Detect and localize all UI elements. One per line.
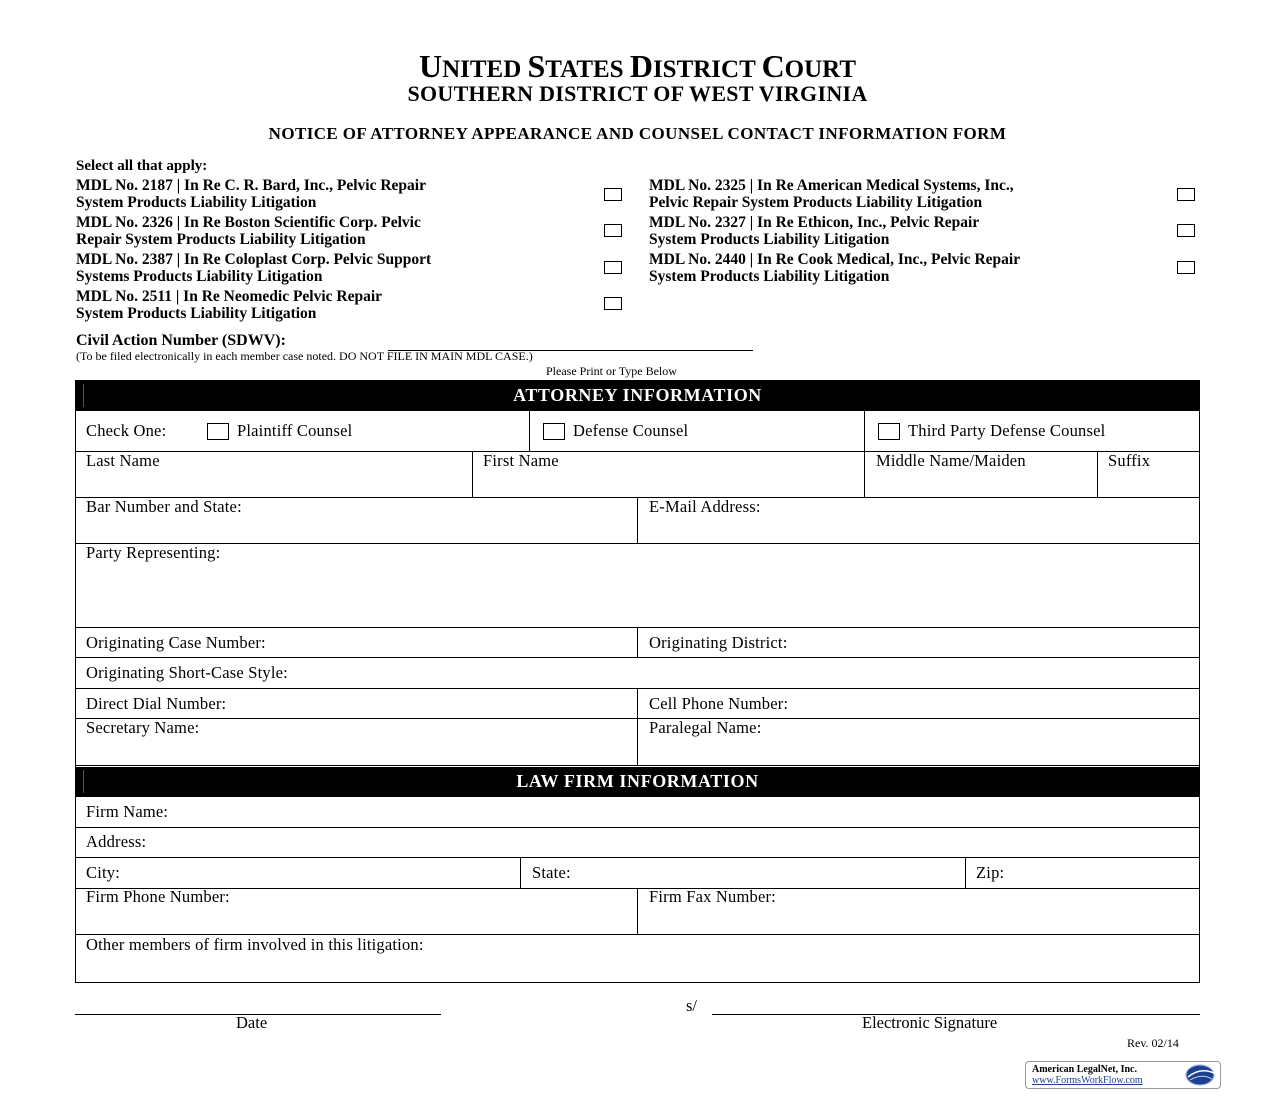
court-title-cap-u: U xyxy=(418,48,443,84)
direct-dial-field[interactable]: Direct Dial Number: xyxy=(86,694,227,713)
rule xyxy=(472,451,473,497)
mdl-2327-checkbox[interactable] xyxy=(1177,224,1195,237)
form-title: NOTICE OF ATTORNEY APPEARANCE AND COUNSEL CONTACT INFORMATION FORM xyxy=(268,124,1007,143)
plaintiff-counsel-label: Plaintiff Counsel xyxy=(237,421,353,440)
mdl-2327-label xyxy=(649,215,979,248)
firm-phone-field[interactable]: Firm Phone Number: xyxy=(86,887,230,906)
mdl-2326-line2: Repair System Products Liability Litigation xyxy=(76,230,366,248)
date-label: Date xyxy=(236,1013,268,1032)
rule xyxy=(965,857,966,888)
court-title-cap-c: C xyxy=(761,48,785,84)
third-party-counsel-checkbox[interactable] xyxy=(878,423,900,440)
party-representing-field[interactable]: Party Representing: xyxy=(86,543,221,562)
court-title-part-3: ISTRICT xyxy=(652,56,762,83)
mdl-2511-label xyxy=(76,289,382,322)
defense-counsel-checkbox[interactable] xyxy=(543,423,565,440)
attorney-section-header xyxy=(75,381,1200,410)
rule xyxy=(75,657,1200,658)
defense-counsel-label: Defense Counsel xyxy=(573,421,689,440)
suffix-field[interactable]: Suffix xyxy=(1108,451,1151,470)
rule xyxy=(864,451,865,497)
mdl-2327-line2: System Products Liability Litigation xyxy=(649,230,890,248)
court-title-cap-d: D xyxy=(629,48,653,84)
globe-icon xyxy=(1182,1063,1218,1087)
bar-number-field[interactable]: Bar Number and State: xyxy=(86,497,242,516)
mdl-2511-checkbox[interactable] xyxy=(604,297,622,310)
city-field[interactable]: City: xyxy=(86,863,121,882)
mdl-2326-checkbox[interactable] xyxy=(604,224,622,237)
check-one-label: Check One: xyxy=(86,421,167,440)
rule xyxy=(520,857,521,888)
originating-short-case-style-field[interactable]: Originating Short-Case Style: xyxy=(86,663,288,682)
mdl-2440-label xyxy=(649,252,1020,285)
paralegal-name-field[interactable]: Paralegal Name: xyxy=(649,718,762,737)
law-firm-section-header xyxy=(75,767,1200,796)
mdl-2387-checkbox[interactable] xyxy=(604,261,622,274)
court-title-cap-s: S xyxy=(527,48,546,84)
select-all-label: Select all that apply: xyxy=(76,158,208,174)
law-firm-section-title: LAW FIRM INFORMATION xyxy=(516,771,759,791)
state-field[interactable]: State: xyxy=(532,863,571,882)
court-title-part-1: NITED xyxy=(442,56,528,83)
rule xyxy=(637,627,638,657)
mdl-2387-line1: MDL No. 2387 | In Re Coloplast Corp. Pelvic Support xyxy=(76,251,432,268)
last-name-field[interactable]: Last Name xyxy=(86,451,160,470)
mdl-2440-line1: MDL No. 2440 | In Re Cook Medical, Inc., Pelvic Repair xyxy=(649,251,1021,268)
electronic-signature-label: Electronic Signature xyxy=(862,1013,998,1032)
rule xyxy=(75,857,1200,858)
mdl-2440-line2: System Products Liability Litigation xyxy=(649,267,890,285)
mdl-2325-label xyxy=(649,178,1014,211)
rule xyxy=(75,796,1200,797)
mdl-2511-line1: MDL No. 2511 | In Re Neomedic Pelvic Repair xyxy=(76,288,383,305)
rule xyxy=(75,410,1200,411)
mdl-2440-checkbox[interactable] xyxy=(1177,261,1195,274)
mdl-2187-checkbox[interactable] xyxy=(604,188,622,201)
rule xyxy=(75,451,1200,452)
mdl-2187-line1: MDL No. 2187 | In Re C. R. Bard, Inc., Pelvic Repair xyxy=(76,177,426,194)
rule xyxy=(637,688,638,765)
rule xyxy=(75,827,1200,828)
civil-action-label: Civil Action Number (SDWV): xyxy=(76,332,286,349)
zip-field[interactable]: Zip: xyxy=(976,863,1005,882)
rule xyxy=(637,497,638,543)
originating-case-number-field[interactable]: Originating Case Number: xyxy=(86,633,266,652)
email-field[interactable]: E-Mail Address: xyxy=(649,497,761,516)
firm-address-field[interactable]: Address: xyxy=(86,832,147,851)
court-title-part-2: TATES xyxy=(545,56,630,83)
mdl-2326-label xyxy=(76,215,421,248)
plaintiff-counsel-checkbox[interactable] xyxy=(207,423,229,440)
logo-url-link[interactable]: www.FormsWorkFlow.com xyxy=(1032,1075,1143,1086)
district-title: SOUTHERN DISTRICT OF WEST VIRGINIA xyxy=(407,81,868,106)
other-members-field[interactable]: Other members of firm involved in this litigation: xyxy=(86,935,424,954)
mdl-2327-line1: MDL No. 2327 | In Re Ethicon, Inc., Pelvic Repair xyxy=(649,214,980,231)
rule xyxy=(637,888,638,934)
rule xyxy=(529,410,530,451)
civil-action-note: (To be filed electronically in each member case noted. DO NOT FILE IN MAIN MDL CASE.) xyxy=(76,349,533,363)
cell-phone-field[interactable]: Cell Phone Number: xyxy=(649,694,789,713)
mdl-2187-line2: System Products Liability Litigation xyxy=(76,193,317,211)
middle-name-field[interactable]: Middle Name/Maiden xyxy=(876,451,1026,470)
mdl-2187-label xyxy=(76,178,426,211)
mdl-2325-checkbox[interactable] xyxy=(1177,188,1195,201)
secretary-name-field[interactable]: Secretary Name: xyxy=(86,718,200,737)
third-party-counsel-label: Third Party Defense Counsel xyxy=(908,421,1106,440)
attorney-section-title: ATTORNEY INFORMATION xyxy=(513,385,762,405)
rule xyxy=(864,410,865,451)
mdl-2326-line1: MDL No. 2326 | In Re Boston Scientific Corp. Pelvic xyxy=(76,214,421,231)
mdl-2325-line2: Pelvic Repair System Products Liability Litigation xyxy=(649,193,983,211)
originating-district-field[interactable]: Originating District: xyxy=(649,633,788,652)
mdl-2387-label xyxy=(76,252,431,285)
rule xyxy=(1097,451,1098,497)
firm-fax-field[interactable]: Firm Fax Number: xyxy=(649,887,776,906)
rule xyxy=(75,543,1200,544)
mdl-2511-line2: System Products Liability Litigation xyxy=(76,304,317,322)
mdl-2325-line1: MDL No. 2325 | In Re American Medical Systems, Inc., xyxy=(649,177,1014,194)
mdl-2387-line2: Systems Products Liability Litigation xyxy=(76,267,323,285)
signature-prefix: s/ xyxy=(686,996,698,1015)
logo-company-name: American LegalNet, Inc. xyxy=(1032,1064,1137,1075)
first-name-field[interactable]: First Name xyxy=(483,451,559,470)
court-title-part-4: OURT xyxy=(784,56,857,83)
firm-name-field[interactable]: Firm Name: xyxy=(86,802,169,821)
revision-label: Rev. 02/14 xyxy=(1127,1036,1179,1050)
print-type-note: Please Print or Type Below xyxy=(546,364,677,378)
rule xyxy=(75,765,1200,766)
